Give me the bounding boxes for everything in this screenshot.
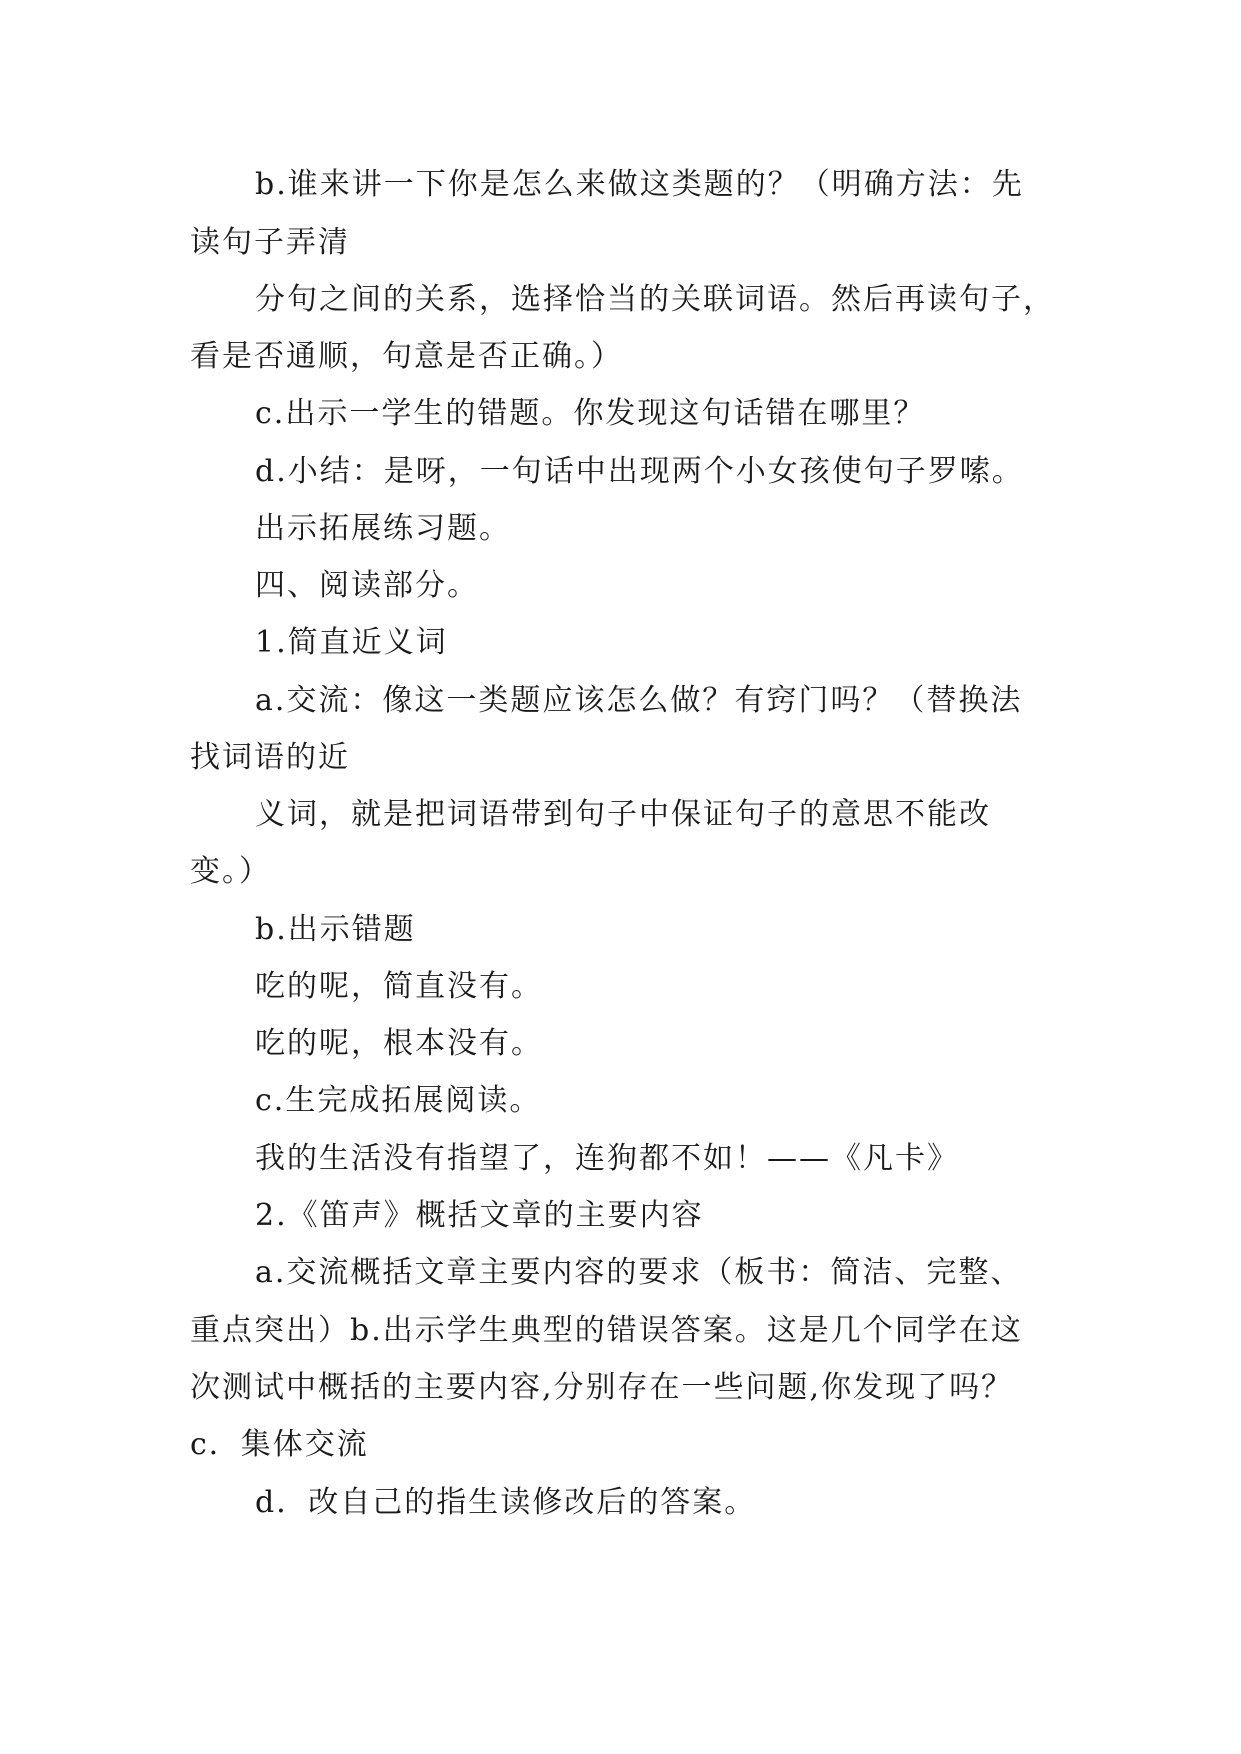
text-line: 次测试中概括的主要内容,分别存在一些问题,你发现了吗？ — [190, 1370, 1014, 1405]
text-line: 看是否通顺，句意是否正确。） — [190, 339, 623, 374]
text-line: a.交流：像这一类题应该怎么做？有窍门吗？（替换法 — [255, 683, 1023, 718]
text-line: d.小结：是呀，一句话中出现两个小女孩使句子罗嗦。 — [255, 454, 1024, 489]
text-line: 吃的呢，根本没有。 — [255, 1026, 543, 1061]
text-line: 1.简直近义词 — [255, 625, 448, 660]
section-heading: 四、阅读部分。 — [255, 568, 479, 603]
text-line: b.出示错题 — [255, 912, 416, 947]
text-line: 我的生活没有指望了，连狗都不如！——《凡卡》 — [255, 1141, 959, 1176]
text-line: 变。） — [190, 854, 271, 889]
text-line: a.交流概括文章主要内容的要求（板书：简洁、完整、 — [255, 1255, 1023, 1290]
text-line: 读句子弄清 — [190, 225, 350, 260]
text-line: 2.《笛声》概括文章的主要内容 — [255, 1198, 704, 1233]
text-line: 出示拓展练习题。 — [255, 511, 511, 546]
text-line: c.出示一学生的错题。你发现这句话错在哪里？ — [255, 396, 926, 431]
text-line: 义词，就是把词语带到句子中保证句子的意思不能改 — [255, 797, 991, 832]
text-line: 吃的呢，简直没有。 — [255, 969, 543, 1004]
text-line: 分句之间的关系，选择恰当的关联词语。然后再读句子， — [255, 282, 1055, 317]
text-line: d．改自己的指生读修改后的答案。 — [255, 1485, 757, 1520]
text-line: 重点突出）b.出示学生典型的错误答案。这是几个同学在这 — [190, 1313, 1023, 1348]
text-line: b.谁来讲一下你是怎么来做这类题的？（明确方法：先 — [255, 167, 1024, 202]
text-line: c.生完成拓展阅读。 — [255, 1083, 542, 1118]
text-line: c．集体交流 — [190, 1427, 369, 1462]
text-line: 找词语的近 — [190, 740, 350, 775]
